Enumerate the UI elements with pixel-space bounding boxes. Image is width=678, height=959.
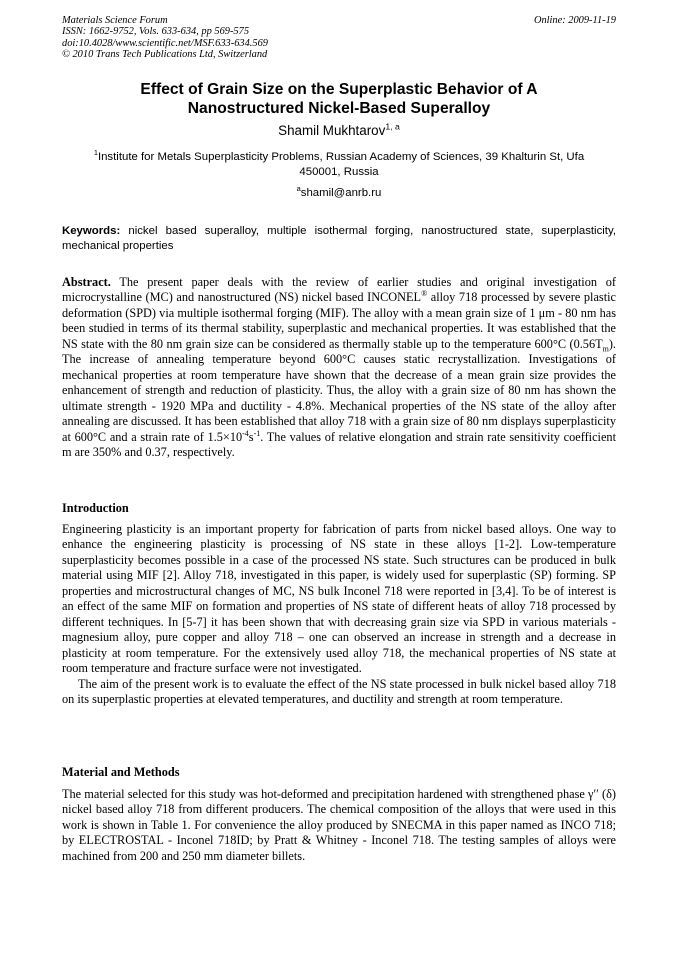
affiliation-line-2: 450001, Russia bbox=[299, 165, 379, 178]
affiliation bbox=[62, 150, 616, 179]
paper-title bbox=[62, 80, 616, 118]
author-line bbox=[62, 122, 616, 139]
material-methods-paragraph-1: The material selected for this study was hot-deformed and precipitation hardened with strengthened phase γ′′ (δ) nickel based alloy 718 from different producers. The chemical composition of the alloys that were used in this work is shown in Table 1. For convenience the alloy produced by SNECMA in this paper named as INCO 718; by ELECTROSTAL - Inconel 718ID; by Pratt & Whitney - Inconel 718. The testing samples of alloys were machined from 200 and 250 mm diameter billets. bbox=[62, 787, 616, 863]
keywords bbox=[62, 224, 616, 253]
title-line-2: Nanostructured Nickel-Based Superalloy bbox=[187, 100, 491, 117]
introduction-body bbox=[62, 522, 616, 707]
material-methods-heading: Material and Methods bbox=[62, 765, 180, 779]
affiliation-sup: 1 bbox=[93, 148, 98, 158]
doi-line: doi:10.4028/www.scientific.net/MSF.633-634.569 bbox=[62, 37, 268, 49]
abstract-text-1: The present paper deals with the review of earlier studies and original investigation of microcrystalline (MC) and nanostructured (NS) nickel based INCONEL bbox=[62, 275, 616, 305]
email-address: shamil@anrb.ru bbox=[300, 187, 382, 199]
introduction-heading: Introduction bbox=[62, 501, 129, 515]
author-name: Shamil Mukhtarov bbox=[278, 123, 386, 138]
abstract-text-4: . The values of relative elongation and strain rate sensitivity coefficient m are 350% and 0.37, respectively. bbox=[62, 429, 616, 459]
author-sup: 1, a bbox=[385, 121, 400, 132]
introduction-paragraph-1: Engineering plasticity is an important property for fabrication of parts from nickel based alloys. One way to enhance the engineering plasticity is processing of NS state in these alloys [1-2]. Low-temperature superplasticity becomes possible in a case of the processed NS state. Such structures can be produced in bulk material using MIF [2]. Alloy 718, investigated in this paper, is widely used for superplastic (SP) forming. SP properties and microstructural changes of MC, NS bulk Inconel 718 were reported in [3,4]. To be of interest is an effect of the same MIF on formation and properties of NS state of different heats of alloy 718 processed by different techniques. In [5-7] it has been shown that with decreasing grain size via SPD in various materials - magnesium alloy, pure copper and alloy 718 – one can observed an increase in strength and a decrease in plasticity at room temperature. For the extensively used alloy 718, the mechanical properties of NS state at room temperature and fracture surface were not investigated. bbox=[62, 522, 616, 676]
author-email bbox=[62, 186, 616, 200]
abstract-text-2: alloy 718 processed by severe plastic deformation (SPD) via multiple isothermal forging (MIF). The alloy with a mean grain size of 1 μm - 80 nm has been studied in terms of its thermal stability, superplastic and mechanical properties. It was established that the NS state with the 80 nm grain size can be considered as thermally stable up to the temperature 600°C (0.56T bbox=[62, 290, 616, 351]
abstract-label: Abstract. bbox=[62, 275, 111, 289]
keywords-text: nickel based superalloy, multiple isothermal forging, nanostructured state, superplasticity, mechanical properties bbox=[62, 225, 616, 252]
material-methods-body bbox=[62, 787, 616, 864]
email-sup: a bbox=[296, 184, 301, 194]
abstract bbox=[62, 275, 616, 460]
issn-line: ISSN: 1662-9752, Vols. 633-634, pp 569-575 bbox=[62, 26, 250, 38]
exponent-1: -4 bbox=[242, 428, 249, 438]
abstract-text-3: ). The increase of annealing temperature beyond 600°C causes static recrystallization. Investigations of mechanical properties at room temperature have shown that the decrease of a mean grain size provides the enhancement of strength and reduction of plasticity. Thus, the alloy with a grain size of 80 nm has shown the ultimate strength - 1920 MPa and ductility - 4.8%. Mechanical properties of the NS state of the alloy after annealing are discussed. It has been established that alloy 718 with a grain size of 80 nm displays superplasticity at 600°C and a strain rate of 1.5×10 bbox=[62, 336, 616, 444]
registered-mark: ® bbox=[421, 289, 428, 299]
exponent-2: -1 bbox=[253, 428, 261, 438]
title-line-1: Effect of Grain Size on the Superplastic Behavior of A bbox=[140, 81, 538, 98]
affiliation-line-1: Institute for Metals Superplasticity Problems, Russian Academy of Sciences, 39 Khalturin St, Ufa bbox=[97, 151, 585, 163]
copyright-line: © 2010 Trans Tech Publications Ltd, Switzerland bbox=[62, 49, 268, 61]
unit-s: s bbox=[248, 429, 254, 444]
keywords-label: Keywords: bbox=[62, 225, 121, 237]
online-date: Online: 2009-11-19 bbox=[533, 15, 616, 26]
journal-name: Materials Science Forum bbox=[62, 15, 168, 26]
introduction-paragraph-2: The aim of the present work is to evaluate the effect of the NS state processed in bulk nickel based alloy 718 on its superplastic properties at elevated temperatures, and ductility and strength at room temperature. bbox=[62, 676, 616, 706]
journal-header bbox=[62, 15, 616, 61]
tm-subscript: m bbox=[602, 344, 609, 354]
